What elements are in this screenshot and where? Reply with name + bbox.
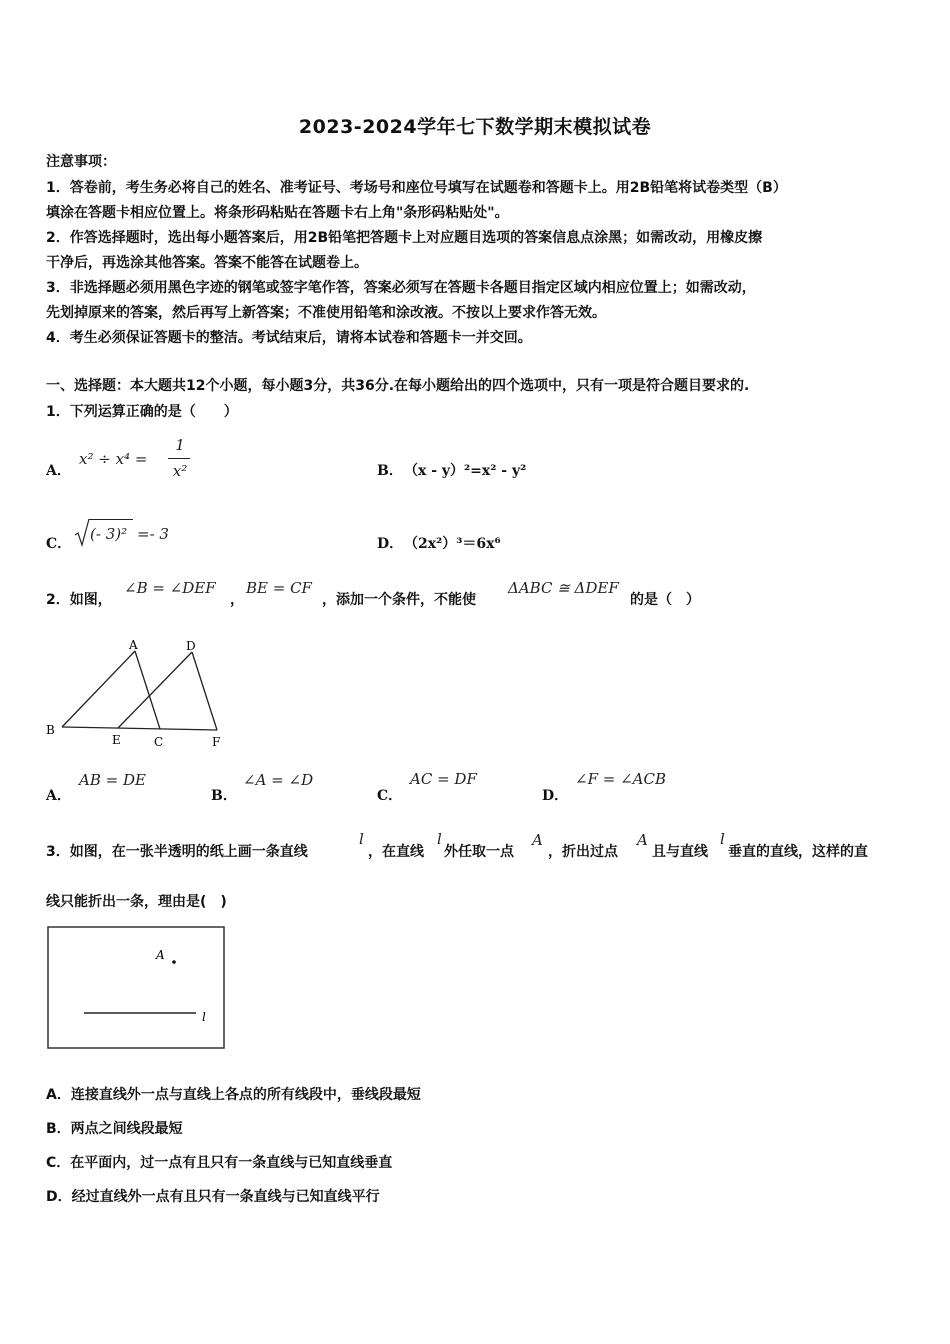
notice-line: 干净后，再选涂其他答案。答案不能答在试题卷上。 [46, 255, 368, 271]
q3-option-a: A．连接直线外一点与直线上各点的所有线段中，垂线段最短 [46, 1087, 421, 1103]
q2-option-b-math: ∠A = ∠D [243, 771, 314, 789]
q1-option-d-text: （2x²）³＝6x⁶ [404, 536, 501, 552]
q2-triangle-figure [40, 634, 240, 752]
q3-option-c: C．在平面内，过一点有且只有一条直线与已知直线垂直 [46, 1155, 393, 1171]
q2-condition-angle: ∠B = ∠DEF [124, 579, 216, 597]
figure-point-a [172, 960, 176, 964]
q2-option-b-label: B． [211, 788, 237, 804]
q2-stem-part: 的是（ ） [630, 592, 700, 608]
q3-line-symbol: l [720, 830, 725, 848]
paper-border [48, 927, 224, 1048]
radical-sign-icon [74, 518, 90, 548]
segment-ba [62, 651, 135, 727]
q3-stem-part: 垂直的直线，这样的直 [728, 844, 868, 860]
q3-stem-part: ，折出过点 [548, 844, 618, 860]
vertex-label-c: C [154, 735, 164, 749]
q3-stem-part: 且与直线 [652, 844, 708, 860]
q2-stem-part: ， [230, 592, 244, 608]
q1-option-c-label: C． [46, 536, 72, 552]
radical-bar [89, 519, 133, 520]
q3-option-d: D．经过直线外一点有且只有一条直线与已知直线平行 [46, 1189, 380, 1205]
notice-line: 1．答卷前，考生务必将自己的姓名、准考证号、考场号和座位号填写在试题卷和答题卡上。用2B铅笔将试卷类型（B） [46, 180, 787, 196]
segment-ed [118, 652, 192, 728]
vertex-label-f: F [212, 735, 221, 749]
q1-option-a-denominator: x² [172, 462, 188, 480]
q3-line-symbol: l [437, 830, 442, 848]
fraction-bar [168, 458, 190, 459]
figure-label-a: A [156, 948, 165, 962]
q2-option-a-math: AB = DE [79, 771, 146, 789]
q1-option-b-text: （x - y）²=x² - y² [404, 463, 527, 479]
q3-point-symbol: A [637, 831, 648, 849]
q2-option-c-label: C． [377, 788, 403, 804]
q3-point-symbol: A [532, 831, 543, 849]
q3-option-b: B．两点之间线段最短 [46, 1121, 183, 1137]
notice-line: 填涂在答题卡相应位置上。将条形码粘贴在答题卡右上角"条形码粘贴处"。 [46, 205, 509, 221]
vertex-label-d: D [186, 639, 196, 653]
segment-df [192, 652, 217, 730]
q2-option-c-math: AC = DF [410, 770, 477, 788]
q2-condition-segment: BE = CF [246, 579, 312, 597]
q1-option-a-numerator: 1 [175, 436, 185, 454]
figure-label-l: l [202, 1010, 206, 1024]
q3-stem-part: 外任取一点 [444, 844, 514, 860]
q1-option-d-label: D． [377, 536, 404, 552]
q3-stem-part: ，在直线 [368, 844, 424, 860]
q1-stem: 1．下列运算正确的是（ ） [46, 404, 238, 420]
q2-option-d-math: ∠F = ∠ACB [575, 770, 666, 788]
q1-option-a-lhs: x² ÷ x⁴ = [79, 450, 148, 468]
q3-paper-figure [46, 925, 228, 1051]
segment-bf [62, 727, 217, 730]
q1-option-b-label: B． [377, 463, 403, 479]
q2-option-d-label: D． [542, 788, 569, 804]
q1-option-c-tail: =- 3 [137, 525, 169, 543]
section-heading: 一、选择题：本大题共12个小题，每小题3分，共36分.在每小题给出的四个选项中，只有一项是符合题目要求的. [46, 378, 750, 394]
q2-stem-part: 2．如图， [46, 592, 112, 608]
notice-line: 先划掉原来的答案，然后再写上新答案；不准使用铅笔和涂改液。不按以上要求作答无效。 [46, 305, 606, 321]
vertex-label-a: A [129, 638, 138, 652]
vertex-label-e: E [112, 733, 121, 747]
q1-option-c-radicand: (- 3)² [90, 525, 128, 543]
q3-stem-line2: 线只能折出一条，理由是( ) [46, 894, 227, 910]
notice-heading: 注意事项： [46, 154, 116, 170]
notice-line: 4．考生必须保证答题卡的整洁。考试结束后，请将本试卷和答题卡一并交回。 [46, 330, 532, 346]
q3-line-symbol: l [359, 830, 364, 848]
q3-stem-part: 3．如图，在一张半透明的纸上画一条直线 [46, 844, 308, 860]
vertex-label-b: B [46, 723, 55, 737]
q2-option-a-label: A． [46, 788, 71, 804]
q1-option-a-label: A． [46, 463, 71, 479]
q2-congruence: ΔABC ≅ ΔDEF [508, 579, 619, 597]
page-title: 2023-2024学年七下数学期末模拟试卷 [298, 116, 652, 138]
q2-stem-part: ，添加一个条件，不能使 [322, 592, 476, 608]
notice-line: 2．作答选择题时，选出每小题答案后，用2B铅笔把答题卡上对应题目选项的答案信息点涂黑；如需改动，用橡皮擦 [46, 230, 763, 246]
segment-ac [135, 651, 160, 729]
notice-line: 3．非选择题必须用黑色字迹的钢笔或签字笔作答，答案必须写在答题卡各题目指定区域内相应位置上；如需改动， [46, 280, 756, 296]
